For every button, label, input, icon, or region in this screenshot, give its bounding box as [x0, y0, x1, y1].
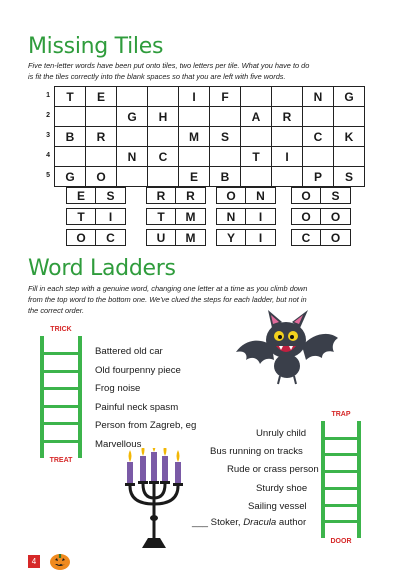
row-number: 2: [46, 112, 50, 119]
grid-cell[interactable]: [148, 87, 179, 107]
tile-letter: N: [217, 209, 246, 224]
ladder-right: [321, 421, 361, 538]
intro-line: is fit the tiles correctly into the blank spaces so that you are left with five words.: [28, 72, 286, 81]
grid-cell[interactable]: [55, 107, 86, 127]
grid-cell: C: [148, 147, 179, 167]
grid-cell: S: [210, 127, 241, 147]
tile-letter: T: [147, 209, 176, 224]
tile-grid: [54, 86, 365, 187]
ladder-left-top-word: TRICK: [50, 326, 72, 333]
tile-letter: I: [258, 209, 263, 224]
intro-line: Fill in each step with a genuine word, changing one letter at a time as you climb down: [28, 284, 308, 293]
tile-letter: O: [330, 230, 341, 245]
grid-cell[interactable]: [241, 87, 272, 107]
letter-tile[interactable]: [291, 208, 351, 225]
ladder-rung: [40, 440, 82, 443]
ladder-rung: [321, 453, 361, 456]
tile-letter: O: [67, 230, 96, 245]
ladder-left-bottom-word: TREAT: [49, 457, 73, 464]
intro-line: the correct order.: [28, 306, 84, 315]
grid-cell: N: [303, 87, 334, 107]
grid-cell[interactable]: [334, 107, 365, 127]
tile-letter: O: [292, 188, 321, 203]
row-number: 4: [46, 152, 50, 159]
ladder-rung: [321, 487, 361, 490]
grid-cell[interactable]: [117, 127, 148, 147]
letter-tile[interactable]: [66, 208, 126, 225]
candelabra-illustration: [122, 448, 186, 550]
grid-cell: F: [210, 87, 241, 107]
intro-line: from the top word to the bottom one. We've clued the steps for each ladder, but not in: [28, 295, 307, 304]
ladder-rung: [40, 352, 82, 355]
grid-cell: E: [179, 167, 210, 187]
grid-cell[interactable]: [86, 107, 117, 127]
letter-tile[interactable]: [291, 187, 351, 204]
ladder-rung: [321, 437, 361, 440]
grid-cell[interactable]: [272, 167, 303, 187]
clue-italic-title: Dracula: [243, 517, 277, 528]
grid-cell: N: [117, 147, 148, 167]
ladder-clue: Sailing vessel: [248, 500, 307, 512]
ladder-clue: Painful neck spasm: [95, 401, 179, 413]
tile-letter: O: [217, 188, 246, 203]
ladder-clue: Frog noise: [95, 383, 141, 394]
ladder-rung: [321, 520, 361, 523]
row-number: 3: [46, 132, 50, 139]
grid-cell: T: [55, 87, 86, 107]
grid-cell[interactable]: [272, 87, 303, 107]
grid-cell: T: [241, 147, 272, 167]
tile-letter: I: [108, 209, 113, 224]
grid-cell[interactable]: [86, 147, 117, 167]
tile-letter: N: [256, 188, 265, 203]
ladder-right-bottom-word: DOOR: [330, 538, 352, 545]
grid-cell[interactable]: [210, 107, 241, 127]
clue-prefix: ___ Stoker,: [192, 517, 244, 528]
grid-cell: E: [86, 87, 117, 107]
letter-tile[interactable]: [146, 187, 206, 204]
ladder-rung: [40, 405, 82, 408]
tile-letter: C: [106, 230, 115, 245]
grid-cell[interactable]: [148, 127, 179, 147]
ladder-rung: [40, 422, 82, 425]
grid-cell: G: [117, 107, 148, 127]
tile-letter: M: [185, 209, 196, 224]
ladder-clue: Bus running on tracks: [210, 446, 303, 458]
grid-cell[interactable]: [241, 167, 272, 187]
tile-letter: C: [292, 230, 321, 245]
ladder-clue: Marvellous: [95, 438, 142, 450]
page-number: 4: [28, 555, 40, 568]
grid-cell[interactable]: [303, 147, 334, 167]
ladder-clue: Sturdy shoe: [256, 482, 308, 494]
grid-cell: P: [303, 167, 334, 187]
intro-line: Five ten-letter words have been put onto tiles, two letters per tile. What you have to do: [28, 61, 310, 70]
tile-letter: I: [258, 230, 263, 245]
tile-letter: M: [185, 230, 196, 245]
letter-tile[interactable]: [146, 208, 206, 225]
grid-cell[interactable]: [179, 147, 210, 167]
row-number: 5: [46, 172, 50, 179]
tile-letter: U: [147, 230, 176, 245]
grid-cell[interactable]: [148, 167, 179, 187]
ladder-rung: [40, 370, 82, 373]
grid-cell[interactable]: [179, 107, 210, 127]
grid-cell: B: [55, 127, 86, 147]
ladder-left: [40, 336, 82, 458]
ladder-clue: Person from Zagreb, eg: [95, 420, 197, 431]
letter-tile[interactable]: [291, 229, 351, 246]
grid-cell: I: [179, 87, 210, 107]
ladder-rung: [321, 504, 361, 507]
ladder-right-clue-last: [192, 517, 306, 528]
grid-cell[interactable]: [117, 167, 148, 187]
tile-letter: R: [147, 188, 176, 203]
ladder-rung: [321, 470, 361, 473]
grid-cell: A: [241, 107, 272, 127]
letter-tile[interactable]: [216, 208, 276, 225]
letter-tile[interactable]: [66, 229, 126, 246]
grid-cell[interactable]: [272, 127, 303, 147]
missing-tiles-intro: [28, 60, 393, 82]
tile-letter: O: [330, 209, 341, 224]
letter-tile[interactable]: [216, 187, 276, 204]
ladder-clue: Unruly child: [256, 428, 307, 439]
grid-cell: C: [303, 127, 334, 147]
tile-letter: T: [67, 209, 96, 224]
grid-cell: O: [86, 167, 117, 187]
grid-cell[interactable]: [210, 147, 241, 167]
grid-cell[interactable]: [55, 147, 86, 167]
tile-letter: E: [67, 188, 96, 203]
tile-letter: Y: [217, 230, 246, 245]
grid-cell[interactable]: [241, 127, 272, 147]
letter-tile[interactable]: [146, 229, 206, 246]
ladder-clue: Rude or crass person: [227, 464, 319, 476]
tile-letter: S: [331, 188, 340, 203]
grid-cell: B: [210, 167, 241, 187]
grid-cell[interactable]: [303, 107, 334, 127]
pumpkin-icon: [49, 551, 71, 571]
row-number: 1: [46, 92, 50, 99]
tile-letter: O: [292, 209, 321, 224]
missing-tiles-title: Missing Tiles: [28, 34, 164, 59]
grid-cell: R: [86, 127, 117, 147]
tile-letter: R: [186, 188, 195, 203]
letter-tile[interactable]: [66, 187, 126, 204]
grid-cell: K: [334, 127, 365, 147]
clue-suffix: author: [276, 517, 307, 528]
grid-cell: R: [272, 107, 303, 127]
grid-cell: G: [55, 167, 86, 187]
grid-cell[interactable]: [117, 87, 148, 107]
grid-cell: S: [334, 167, 365, 187]
ladder-right-top-word: TRAP: [331, 411, 351, 418]
grid-cell: G: [334, 87, 365, 107]
grid-cell: H: [148, 107, 179, 127]
tile-letter: S: [106, 188, 115, 203]
bat-illustration: [232, 308, 342, 388]
letter-tile[interactable]: [216, 229, 276, 246]
word-ladders-title: Word Ladders: [28, 256, 176, 281]
grid-cell[interactable]: [334, 147, 365, 167]
grid-cell: I: [272, 147, 303, 167]
grid-cell: M: [179, 127, 210, 147]
ladder-clue: Old fourpenny piece: [95, 364, 181, 376]
ladder-rung: [40, 387, 82, 390]
ladder-clue: Battered old car: [95, 346, 163, 357]
